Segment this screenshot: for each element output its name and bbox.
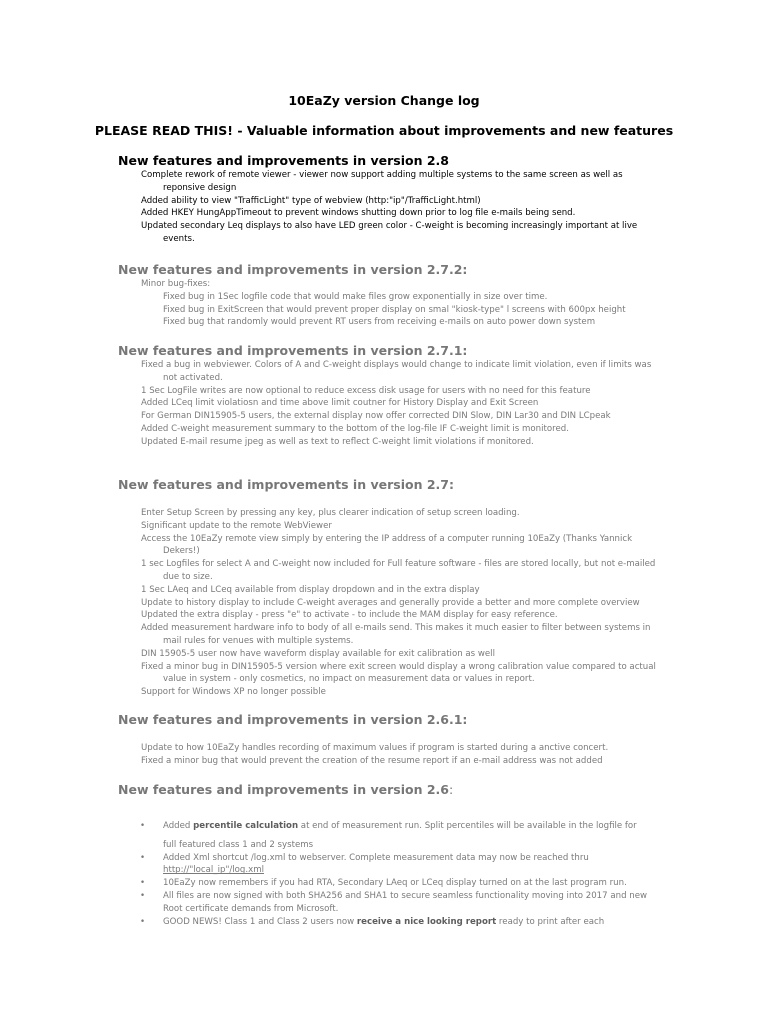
- changelog-item: Added ability to view "TrafficLight" type of webview (http:"ip"/TrafficLight.html): [141, 195, 481, 206]
- list-item: [140, 890, 660, 916]
- heading-v2-6-text: New features and improvements in version 2.6: [118, 782, 449, 797]
- section-v2-8: [141, 169, 661, 246]
- changelog-item: Fixed bug in 1Sec logfile code that would make files grow exponentially in size over time.: [163, 291, 548, 302]
- changelog-item: Updated E-mail resume jpeg as well as text to reflect C-weight limit violations if monitored.: [141, 436, 534, 447]
- bullet-icon: •: [140, 916, 146, 927]
- changelog-item: Fixed a bug in webviewer. Colors of A and C-weight displays would change to indicate limit violation, even if limits was not activated.: [141, 360, 652, 383]
- bullet-text: GOOD NEWS! Class 1 and Class 2 users now: [163, 916, 357, 927]
- bullet-text: full featured class 1 and 2 systems: [163, 839, 314, 850]
- changelog-item: Fixed a minor bug that would prevent the creation of the resume report if an e-mail address was not added: [141, 755, 603, 766]
- bullet-icon: •: [140, 821, 146, 831]
- changelog-item: Complete rework of remote viewer - viewer now support adding multiple systems to the same screen as well as reponsive design: [141, 170, 623, 193]
- heading-v2-7: New features and improvements in version 2.7:: [118, 477, 454, 492]
- bullet-text: Added: [163, 821, 194, 831]
- changelog-item: Updated secondary Leq displays to also have LED green color - C-weight is becoming increasingly important at live events.: [141, 221, 638, 244]
- changelog-item: Added HKEY HungAppTimeout to prevent windows shutting down prior to log file e-mails being send.: [141, 208, 576, 219]
- changelog-item: For German DIN15905-5 users, the external display now offer corrected DIN Slow, DIN Lar30 and DIN LCpeak: [141, 411, 611, 422]
- bullet-text: ready to print after each: [496, 916, 605, 927]
- changelog-item: Enter Setup Screen by pressing any key, plus clearer indication of setup screen loading.: [141, 508, 520, 518]
- bullet-icon: •: [140, 878, 146, 889]
- list-item: [140, 877, 660, 890]
- bullet-text: All files are now signed with both SHA256 and SHA1 to secure seamless functionality moving into 2017 and new Root certificate demands from Microsoft.: [163, 890, 648, 914]
- changelog-item: 1 sec Logfiles for select A and C-weight now included for Full feature software - files are stored locally, but not e-mailed due to size.: [141, 559, 656, 582]
- changelog-item: Updated the extra display - press "e" to activate - to include the MAM display for easy reference.: [141, 610, 558, 621]
- bullet-icon: •: [140, 852, 146, 863]
- bullet-bold-text: receive a nice looking report: [356, 916, 497, 927]
- heading-v2-6-colon: :: [448, 782, 454, 797]
- list-item-continuation: [140, 839, 660, 852]
- changelog-item: Significant update to the remote WebViewer: [141, 520, 332, 531]
- changelog-item: DIN 15905-5 user now have waveform display available for exit calibration as well: [141, 648, 495, 659]
- changelog-intro: Minor bug-fixes:: [141, 279, 211, 289]
- heading-v2-6: [118, 782, 453, 797]
- bullet-text: Added Xml shortcut /log.xml to webserver. Complete measurement data may now be reached thru: [163, 852, 589, 863]
- changelog-item: Support for Windows XP no longer possible: [141, 687, 326, 698]
- document-subtitle: PLEASE READ THIS! - Valuable information about improvements and new features: [94, 123, 674, 138]
- section-v2-7-1: [141, 359, 661, 449]
- section-v2-7-2: [141, 278, 661, 329]
- section-v2-6-1: [141, 742, 661, 768]
- heading-v2-7-1: New features and improvements in version 2.7.1:: [118, 343, 468, 358]
- changelog-item: Access the 10EaZy remote view simply by entering the IP address of a computer running 10EaZy (Thanks Yannick Dekers!): [141, 533, 633, 557]
- list-item: [140, 820, 660, 833]
- changelog-item: Fixed a minor bug in DIN15905-5 version where exit screen would display a wrong calibration value compared to actual value in system - only cosmetics, no impact on measurement data or values in report.: [141, 661, 656, 685]
- document-title: 10EaZy version Change log: [288, 93, 480, 108]
- changelog-item: Update to how 10EaZy handles recording of maximum values if program is started during a anctive concert.: [141, 743, 609, 753]
- changelog-item: 1 Sec LogFile writes are now optional to reduce excess disk usage for users with no need for this feature: [141, 385, 591, 396]
- section-v2-7: [141, 507, 661, 699]
- changelog-item: 1 Sec LAeq and LCeq available from display dropdown and in the extra display: [141, 584, 480, 595]
- bullet-text: at end of measurement run. Split percentiles will be available in the logfile for: [298, 821, 637, 831]
- bullet-bold-text: percentile calculation: [193, 821, 299, 831]
- heading-v2-8: New features and improvements in version 2.8: [118, 153, 449, 168]
- changelog-item: Added measurement hardware info to body of all e-mails send. This makes it much easier to filter between systems in mail rules for venues with multiple systems.: [141, 623, 651, 646]
- changelog-item: Added LCeq limit violatiosn and time above limit coutner for History Display and Exit Screen: [141, 398, 539, 409]
- changelog-item: Fixed bug in ExitScreen that would prevent proper display on smal "kiosk-type" l screens with 600px height: [163, 304, 626, 315]
- list-item: [140, 916, 660, 929]
- list-item: [140, 852, 660, 878]
- heading-v2-7-2: New features and improvements in version 2.7.2:: [118, 262, 468, 277]
- bullet-icon: •: [140, 890, 146, 901]
- section-v2-6: [140, 820, 660, 928]
- changelog-item: Fixed bug that randomly would prevent RT users from receiving e-mails on auto power down system: [163, 317, 596, 328]
- changelog-item: Update to history display to include C-weight averages and generally provide a better and more complete overview: [141, 597, 640, 608]
- changelog-item: Added C-weight measurement summary to the bottom of the log-file IF C-weight limit is monitored.: [141, 423, 569, 434]
- log-xml-link[interactable]: http://"local_ip"/log.xml: [163, 865, 264, 876]
- heading-v2-6-1: New features and improvements in version 2.6.1:: [118, 712, 468, 727]
- bullet-text: 10EaZy now remembers if you had RTA, Secondary LAeq or LCeq display turned on at the last program run.: [163, 878, 627, 889]
